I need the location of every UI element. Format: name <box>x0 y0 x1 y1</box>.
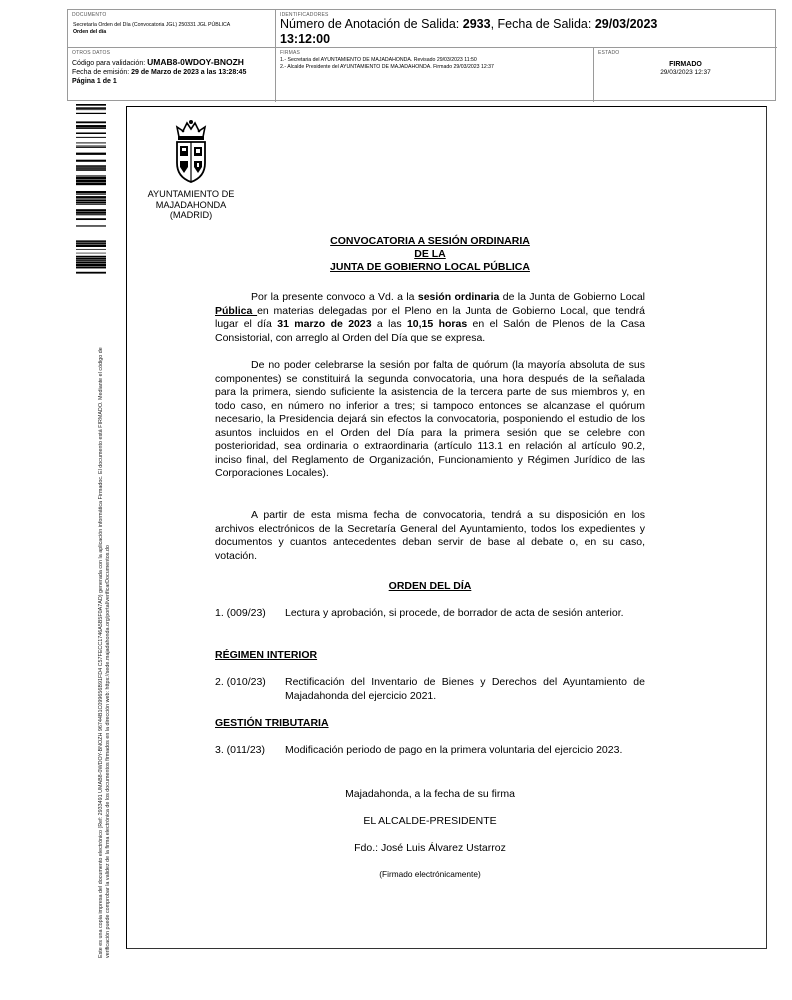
otros-datos-label: OTROS DATOS <box>72 50 111 56</box>
agenda-item-1 <box>215 607 645 621</box>
otros-datos-cell <box>68 48 276 102</box>
estado-value: FIRMADO <box>669 61 702 68</box>
section-regimen-interior: RÉGIMEN INTERIOR <box>215 649 318 661</box>
estado-label: ESTADO <box>598 50 620 56</box>
signature-name: Fdo.: José Luis Álvarez Ustarroz <box>354 842 506 854</box>
agenda-item-3-number: 3. (011/23) <box>215 744 266 756</box>
p1-text-g: a las <box>371 318 407 330</box>
ayuntamiento-label <box>137 189 245 221</box>
anotacion-salida <box>280 17 760 47</box>
documento-label: DOCUMENTO <box>72 12 107 18</box>
title-line-2: DE LA <box>414 248 446 260</box>
identificadores-label: IDENTIFICADORES <box>280 12 329 18</box>
p1-sesion-ordinaria: sesión ordinaria <box>417 291 500 303</box>
documento-line-1: Secretaría Orden del Día (Convocatoria JGL) 250331 JGL PÚBLICA <box>73 22 231 28</box>
orden-del-dia-heading: ORDEN DEL DÍA <box>388 580 472 592</box>
signature-place: Majadahonda, a la fecha de su firma <box>345 788 515 800</box>
section-gestion-tributaria: GESTIÓN TRIBUTARIA <box>215 717 329 729</box>
emission-date-line <box>72 68 246 77</box>
agenda-item-1-number: 1. (009/23) <box>215 607 266 619</box>
p1-text-e: en materias delegadas por el Pleno en la Junta de Gobierno Local, que tendrá lugar el día <box>215 304 646 330</box>
side-text-line-2: verificación puede comprobar la validez de la firma electrónica de los documentos firmados en la dirección web: https://sede.majadahonda.org/portal/verificarDocumentos.do <box>105 545 111 958</box>
paragraph-quorum: De no poder celebrarse la sesión por falta de quórum (la mayoría absoluta de sus componentes) se constituirá la segunda convocatoria, una hora después de la señalada para la primera, siendo suficiente la asistencia de la tercera parte de sus miembros y, en todo caso, en número no inferior a tres; si tampoco entonces se alcanzase el quórum necesario, la Presidencia dejará sin efectos la convocatoria, posponiendo el estudio de los asuntos incluidos en el Orden del Día para la primera sesión que se celebre con posterioridad, sea ordinaria o extraordinaria (artículo 113.1 en relación al artículo 90.2, inciso final, del Reglamento de Organización, Funcionamiento y Régimen Jurídico de las Corporaciones Locales). <box>215 359 645 479</box>
documento-line-2: Orden del día <box>73 28 107 35</box>
fecha-salida-date: 29/03/2023 <box>594 17 658 31</box>
p1-time: 10,15 horas <box>406 318 468 330</box>
firmas-label: FIRMAS <box>280 50 301 56</box>
agenda-item-3-text: Modificación periodo de pago en la primera voluntaria del ejercicio 2023. <box>285 744 623 756</box>
document-header <box>67 9 776 101</box>
p1-publica: Pública <box>215 304 258 317</box>
emission-label: Fecha de emisión: <box>72 69 132 76</box>
side-verification-text <box>98 288 112 958</box>
page-count: Página 1 de 1 <box>72 78 117 85</box>
paragraph-convocatoria <box>215 291 645 345</box>
barcode-icon <box>76 104 106 274</box>
estado-date: 29/03/2023 12:37 <box>660 69 711 76</box>
anotacion-prefix: Número de Anotación de Salida: <box>280 17 463 31</box>
agenda-item-2 <box>215 676 645 703</box>
validation-label: Código para validación: <box>72 60 148 67</box>
anotacion-number: 2933 <box>462 17 491 31</box>
ayuntamiento-line-2: MAJADAHONDA <box>155 199 227 210</box>
coat-of-arms-icon <box>171 119 211 185</box>
p1-text-a: Por la presente convoco a Vd. a la <box>251 291 418 303</box>
validation-code: UMAB8-0WDOY-BNOZH <box>147 57 244 67</box>
paragraph-disposicion: A partir de esta misma fecha de convocatoria, tendrá a su disposición en los archivos electrónicos de la Secretaría General del Ayuntamiento, todos los expedientes y documentos y cuantos antecedentes deban servir de base al debate o, en su caso, votación. <box>215 509 645 562</box>
agenda-item-2-number: 2. (010/23) <box>215 676 266 688</box>
title-line-1: CONVOCATORIA A SESIÓN ORDINARIA <box>330 235 530 247</box>
p1-text-i: en el Salón de Plenos de la Casa Consistorial, con arreglo al Orden del Día que se expresa. <box>215 318 645 344</box>
side-text-line-1: Este es una copia impresa del documento electrónico (Ref: 2933491 UMAB8-0WDOY-BNOZH 96744B1C099656B91FD4 C57FECC1746A5B5F0A7AD) generada con la aplicación informática Firmadoc. El documento está FIRMADO. Mediante el código de <box>98 347 104 958</box>
agenda-item-1-text: Lectura y aprobación, si procede, de borrador de acta de sesión anterior. <box>285 607 624 619</box>
firmas-cell <box>276 48 594 102</box>
ayuntamiento-line-1: AYUNTAMIENTO DE <box>147 189 235 199</box>
fecha-salida-label: , Fecha de Salida: <box>490 17 595 31</box>
p1-text-c: de la Junta de Gobierno Local <box>499 291 645 303</box>
identificadores-cell <box>276 10 777 48</box>
document-page <box>126 106 767 949</box>
document-title <box>215 235 645 274</box>
signature-note: (Firmado electrónicamente) <box>379 869 481 879</box>
documento-cell <box>68 10 276 48</box>
title-line-3: JUNTA DE GOBIERNO LOCAL PÚBLICA <box>330 261 530 273</box>
signature-role: EL ALCALDE-PRESIDENTE <box>363 815 497 827</box>
fecha-salida-time: 13:12:00 <box>280 32 331 46</box>
estado-cell <box>594 48 777 102</box>
ayuntamiento-line-3: (MADRID) <box>169 210 213 220</box>
agenda-item-3 <box>215 744 645 758</box>
emission-value: 29 de Marzo de 2023 a las 13:28:45 <box>131 69 247 76</box>
agenda-item-2-text: Rectificación del Inventario de Bienes y Derechos del Ayuntamiento de Majadahonda del ejercicio 2021. <box>285 676 645 702</box>
validation-code-line <box>72 58 246 68</box>
p1-date: 31 marzo de 2023 <box>277 318 372 330</box>
firma-2: 2.- Alcalde Presidente del AYUNTAMIENTO DE MAJADAHONDA. Firmado 29/03/2023 12:37 <box>280 63 494 70</box>
firma-1: 1.- Secretaria del AYUNTAMIENTO DE MAJADAHONDA. Revisado 29/03/2023 11:50 <box>280 57 477 63</box>
